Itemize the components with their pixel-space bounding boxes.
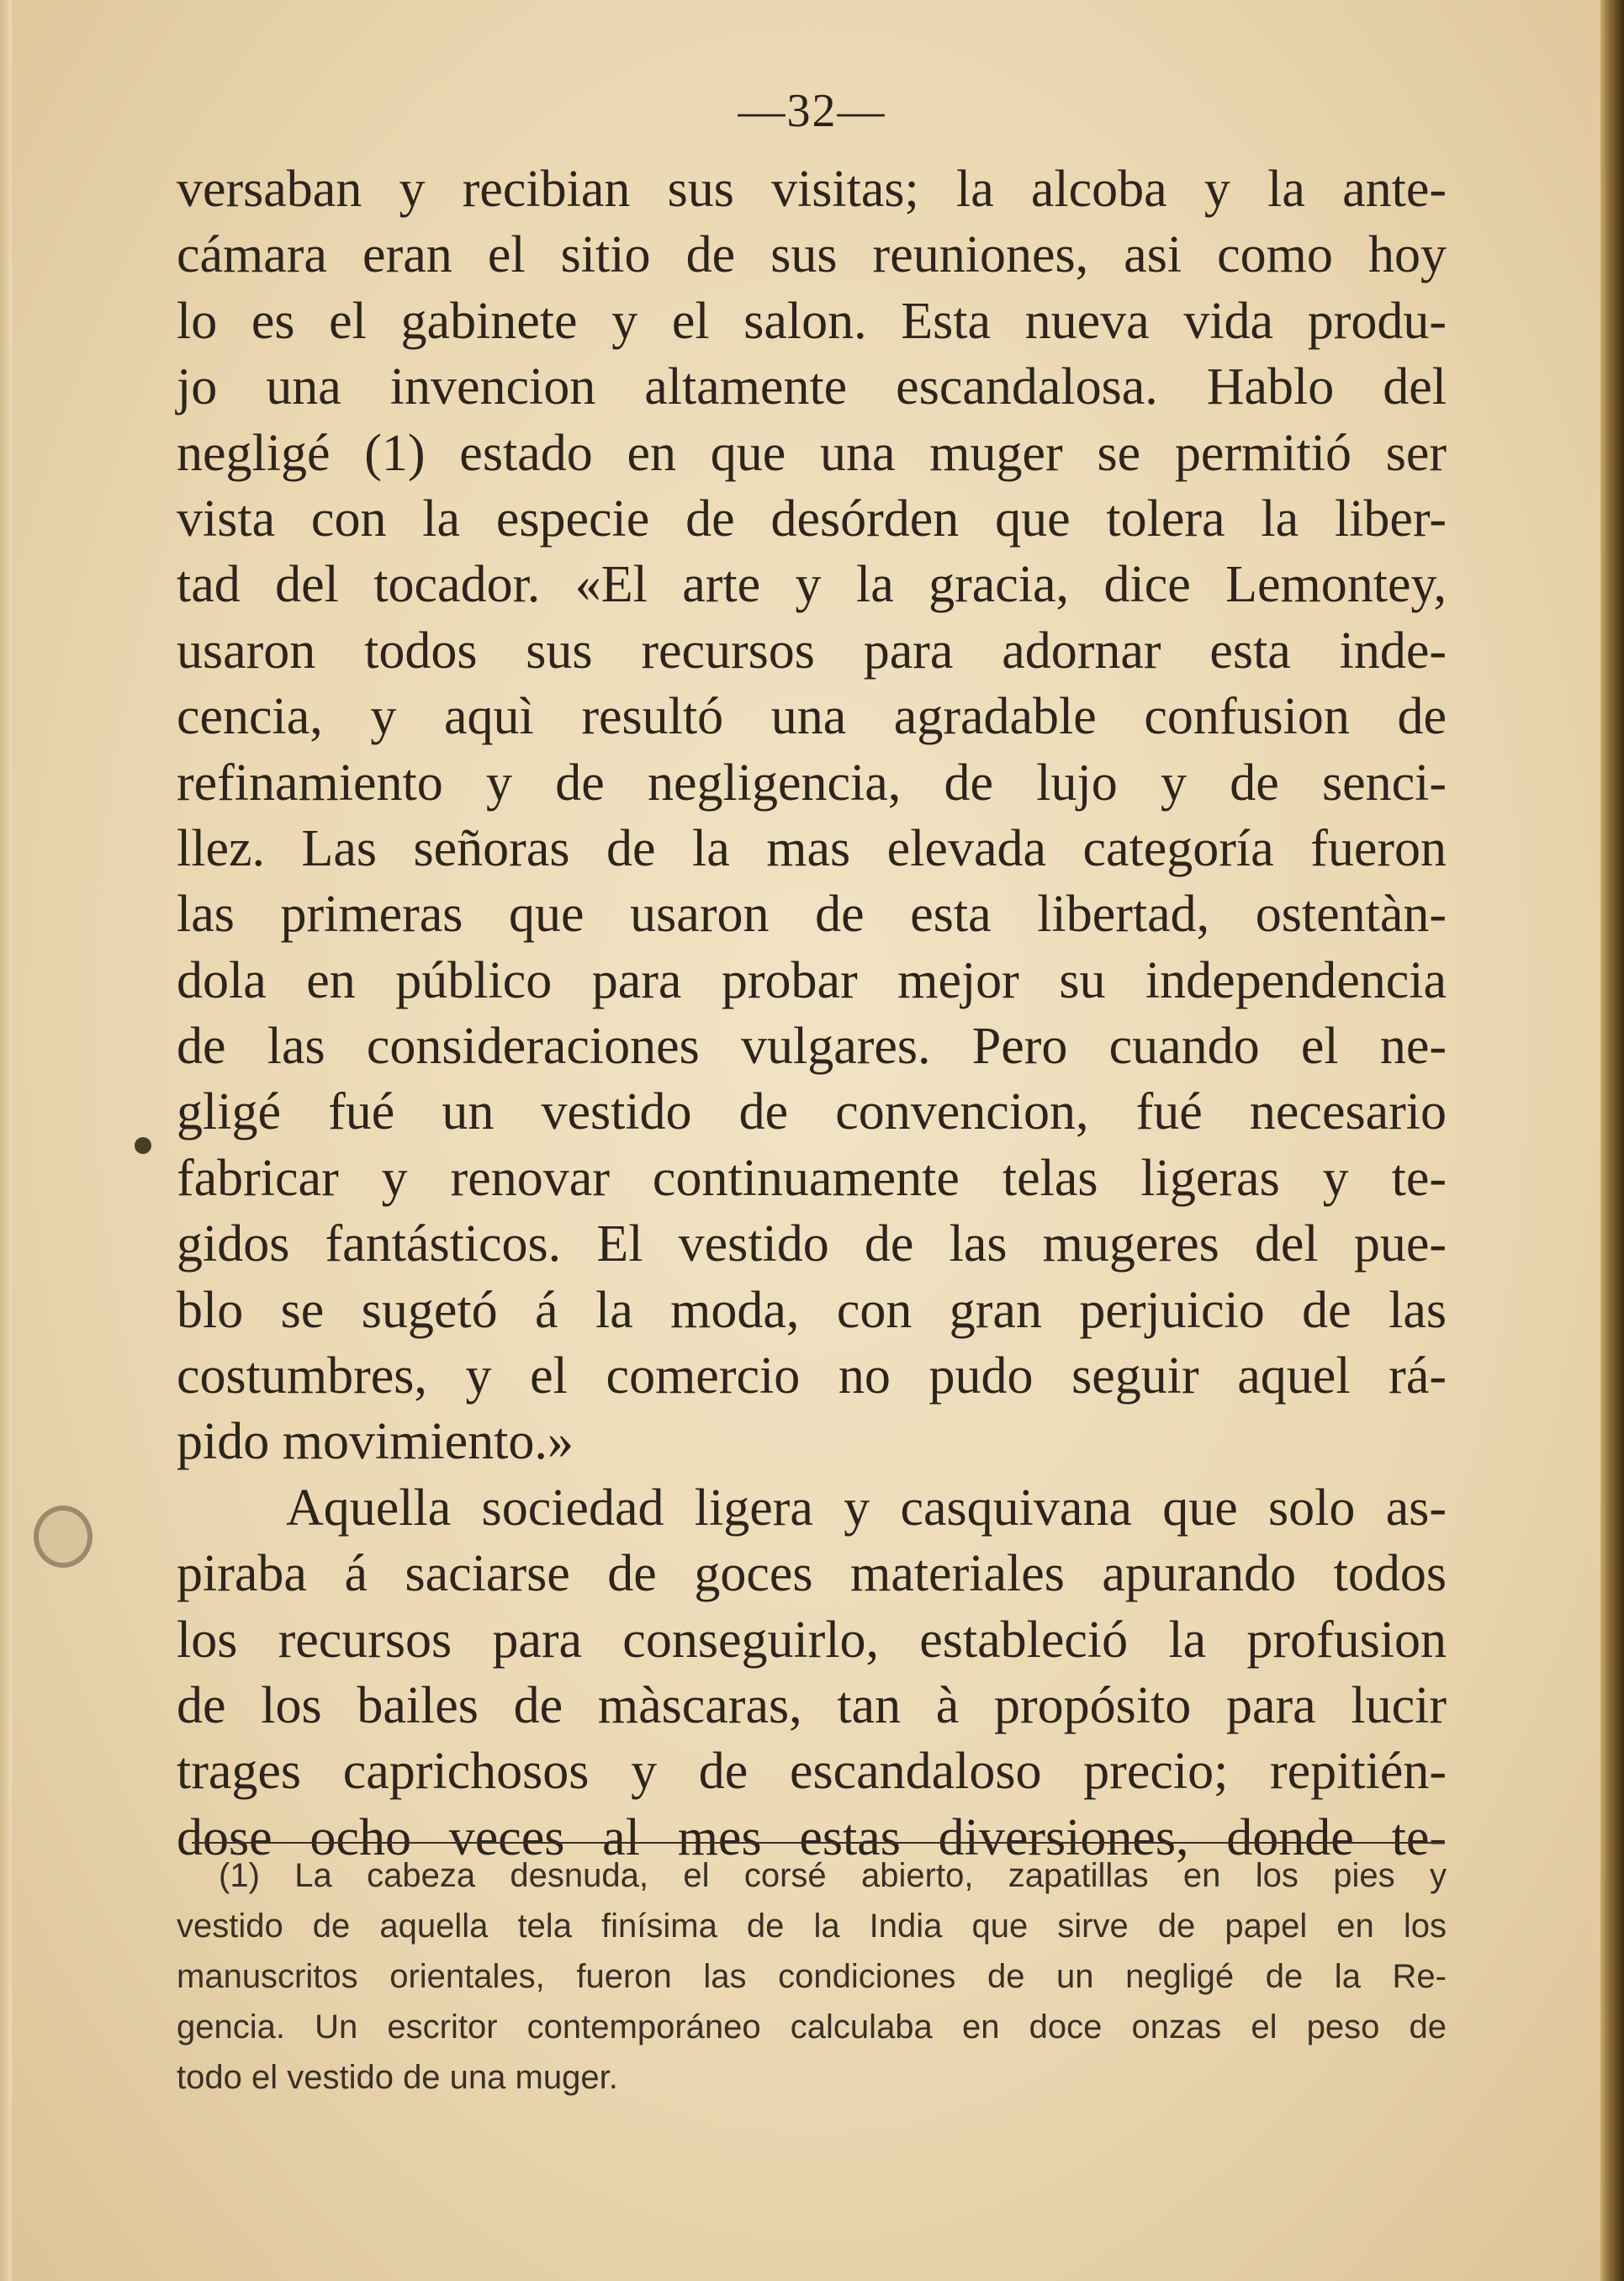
footnote-line: gencia. Un escritor contemporáneo calculaba en doce onzas el peso de	[177, 2008, 1447, 2045]
page-number: —32—	[738, 85, 886, 137]
text-line: de las consideraciones vulgares. Pero cuando el ne-	[177, 1018, 1447, 1076]
text-line: trages caprichosos y de escandaloso precio; repitién-	[177, 1743, 1447, 1801]
text-line: los recursos para conseguirlo, estableció la profusion	[177, 1611, 1447, 1669]
text-line: gidos fantásticos. El vestido de las mugeres del pue-	[177, 1215, 1447, 1273]
text-line: pido movimiento.»	[177, 1413, 574, 1471]
text-line: cencia, y aquì resultó una agradable confusion de	[177, 688, 1447, 746]
footnote-line: todo el vestido de una muger.	[177, 2059, 618, 2096]
body-text	[177, 156, 1447, 1871]
footnote	[177, 1850, 1447, 2103]
footnote-line: manuscritos orientales, fueron las condiciones de un negligé de la Re-	[177, 1958, 1447, 1995]
paper-stain	[34, 1506, 93, 1568]
footnote-line: vestido de aquella tela finísima de la India que sirve de papel en los	[177, 1908, 1447, 1945]
ink-blot	[135, 1137, 151, 1154]
text-line: costumbres, y el comercio no pudo seguir aquel rá-	[177, 1347, 1447, 1405]
text-line: llez. Las señoras de la mas elevada categoría fueron	[177, 819, 1447, 877]
text-line: piraba á saciarse de goces materiales apurando todos	[177, 1545, 1447, 1603]
text-line: refinamiento y de negligencia, de lujo y de senci-	[177, 754, 1447, 812]
text-line: vista con la especie de desórden que tolera la liber-	[177, 490, 1447, 548]
text-line: lo es el gabinete y el salon. Esta nueva vida produ-	[177, 292, 1447, 350]
page-left-edge	[0, 0, 12, 2281]
text-line: de los bailes de màscaras, tan à propósito para lucir	[177, 1676, 1447, 1734]
text-line: dola en público para probar mejor su independencia	[177, 951, 1447, 1009]
text-line: las primeras que usaron de esta libertad, ostentàn-	[177, 886, 1447, 944]
text-line: gligé fué un vestido de convencion, fué necesario	[177, 1083, 1447, 1141]
text-line: fabricar y renovar continuamente telas ligeras y te-	[177, 1149, 1447, 1207]
text-line: tad del tocador. «El arte y la gracia, dice Lemontey,	[177, 556, 1447, 614]
text-line: cámara eran el sitio de sus reuniones, asi como hoy	[177, 226, 1447, 284]
page-binding-edge	[1600, 0, 1624, 2281]
text-line: jo una invencion altamente escandalosa. Hablo del	[177, 358, 1447, 416]
text-line: versaban y recibian sus visitas; la alcoba y la ante-	[177, 161, 1447, 218]
text-line: dose ocho veces al mes estas diversiones, donde te-	[177, 1808, 1447, 1866]
text-line: blo se sugetó á la moda, con gran perjuicio de las	[177, 1281, 1447, 1339]
text-line: usaron todos sus recursos para adornar esta inde-	[177, 622, 1447, 680]
footnote-line: (1) La cabeza desnuda, el corsé abierto, zapatillas en los pies y	[219, 1857, 1447, 1894]
text-line: negligé (1) estado en que una muger se permitió ser	[177, 424, 1447, 482]
footnote-divider	[192, 1842, 1445, 1844]
text-line: Aquella sociedad ligera y casquivana que solo as-	[286, 1479, 1447, 1537]
